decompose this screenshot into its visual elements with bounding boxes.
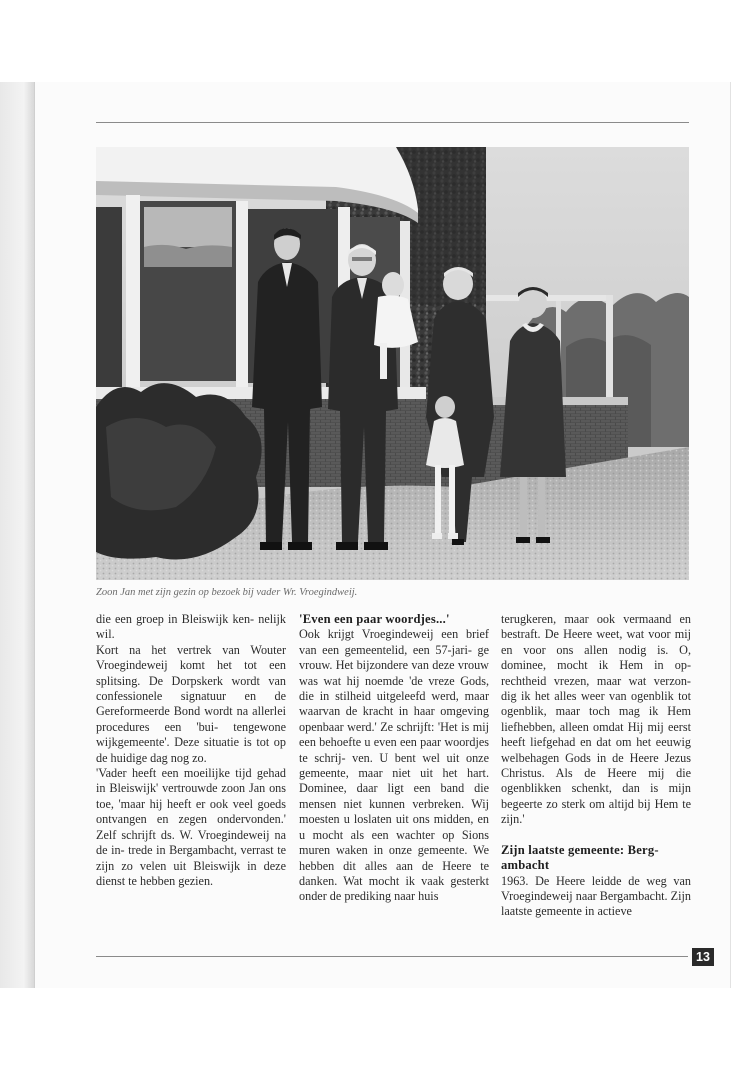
paragraph: 1963. De Heere leidde de weg van Vroegindeweij naar Bergambacht. Zijn laatste gemeente in actieve <box>501 873 691 919</box>
bottom-rule <box>96 956 688 957</box>
paragraph: Kort na het vertrek van Wouter Vroegindeweij komt het tot een splitsing. De Dorpskerk wordt van confessionele signatuur en de Gereformeerde Bond wordt na allerlei procedures een 'bui- tengewone wijkgemeente'. Deze situatie is tot op de huidige dag nog zo. <box>96 642 286 765</box>
paragraph: 'Vader heeft een moeilijke tijd gehad in Bleiswijk' vertrouwde zoon Jan ons toe, 'maar hij heeft er ook veel goeds ontvangen en zegen ondervonden.' Zelf schrijft ds. W. Vroegindeweij na de in- trede in Bergambacht, verrast te zijn zo velen uit Bleiswijk in deze dienst te hebben gezien. <box>96 766 286 888</box>
section-heading: 'Even een paar woordjes...' <box>299 612 450 626</box>
section-spacer <box>501 828 691 843</box>
page-number: 13 <box>692 948 714 966</box>
paragraph: terugkeren, maar ook vermaand en bestraft. De Heere weet, wat voor mij en voor ons allen nodig is. O, dominee, mocht ik Hem in op- rechtheid vrezen, maar wat verzon- dig ik het alles weer van ogenblik tot ogenblik, maar toch mag ik Hem liefhebben, alleen omdat Hij mij eerst heeft liefgehad en dat om het eeuwig welbehagen Gods in de Heere Jezus Christus. Als de Heere mij die ogenblikken schenkt, dan is mijn begeerte zo sterk om altijd bij Hem te zijn.' <box>501 612 691 827</box>
top-rule <box>96 122 689 123</box>
article-column-3 <box>501 612 691 920</box>
paragraph: die een groep in Bleiswijk ken- nelijk wil. <box>96 612 286 642</box>
photo-caption: Zoon Jan met zijn gezin op bezoek bij vader Wr. Vroegindweij. <box>96 587 358 598</box>
family-photo <box>96 147 689 580</box>
facing-page-edge <box>0 82 34 988</box>
article-column-1 <box>96 612 286 889</box>
paragraph: Ook krijgt Vroegindeweij een brief van een gemeentelid, een 57-jari- ge vrouw. Het bijzondere van deze vrouw was wat hij noemde 'de vreze Gods, die in stilheid uitgeleefd werd, maar waarvan de kracht in haar omgeving openbaar werd.' Ze schrijft: 'Het is mij een behoefte u even een paar woordjes te schrij- ven. U bent wel uit onze gemeente, maar niet uit het hart. Dominee, daar ligt een band die mensen niet kunnen verbreken. Wij moesten u loslaten uit ons midden, en u mocht als een wachter op Sions muren waken in onze gemeente. We hebben dit alles aan de Heere te danken. Wat mocht ik vaak gesterkt onder de prediking naar huis <box>299 627 489 904</box>
article-column-2 <box>299 612 489 905</box>
section-heading: Zijn laatste gemeente: Berg- ambacht <box>501 842 659 873</box>
